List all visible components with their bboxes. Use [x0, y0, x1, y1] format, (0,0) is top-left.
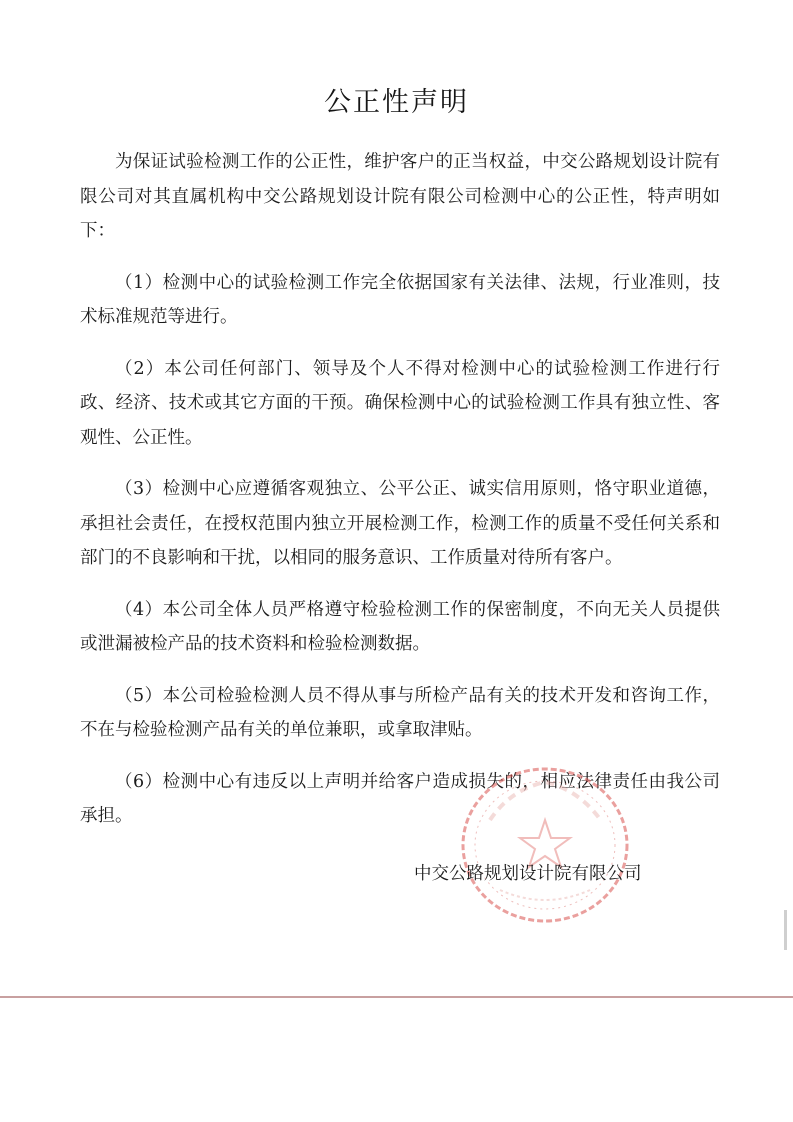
clause-2-paragraph: （2）本公司任何部门、领导及个人不得对检测中心的试验检测工作进行行政、经济、技术或其它方面的干预。确保检测中心的试验检测工作具有独立性、客观性、公正性。: [80, 358, 720, 448]
intro-paragraph: 为保证试验检测工作的公正性，维护客户的正当权益，中交公路规划设计院有限公司对其直属机构中交公路规划设计院有限公司检测中心的公正性，特声明如下：: [80, 152, 720, 241]
clause-3-paragraph: （3）检测中心应遵循客观独立、公平公正、诚实信用原则，恪守职业道德，承担社会责任，在授权范围内独立开展检测工作，检测工作的质量不受任何关系和部门的不良影响和干扰，以相同的服务意识、工作质量对待所有客户。: [80, 479, 720, 568]
clause-4-paragraph: （4）本公司全体人员严格遵守检验检测工作的保密制度，不向无关人员提供或泄漏被检产品的技术资料和检验检测数据。: [80, 599, 720, 654]
clause-5-paragraph: （5）本公司检验检测人员不得从事与所检产品有关的技术开发和咨询工作，不在与检验检测产品有关的单位兼职，或拿取津贴。: [80, 685, 720, 740]
clause-1-paragraph: （1）检测中心的试验检测工作完全依据国家有关法律、法规，行业准则，技术标准规范等进行。: [80, 272, 720, 327]
company-seal-stamp: [450, 760, 640, 930]
document-body: [80, 145, 720, 851]
signature-company-name: 中交公路规划设计院有限公司: [414, 864, 642, 884]
scan-edge-mark: [784, 910, 787, 950]
document-title: 公正性声明: [324, 87, 469, 118]
clause-6-paragraph: （6）检测中心有违反以上声明并给客户造成损失的，相应法律责任由我公司承担。: [80, 771, 720, 826]
page-divider: [0, 996, 793, 998]
